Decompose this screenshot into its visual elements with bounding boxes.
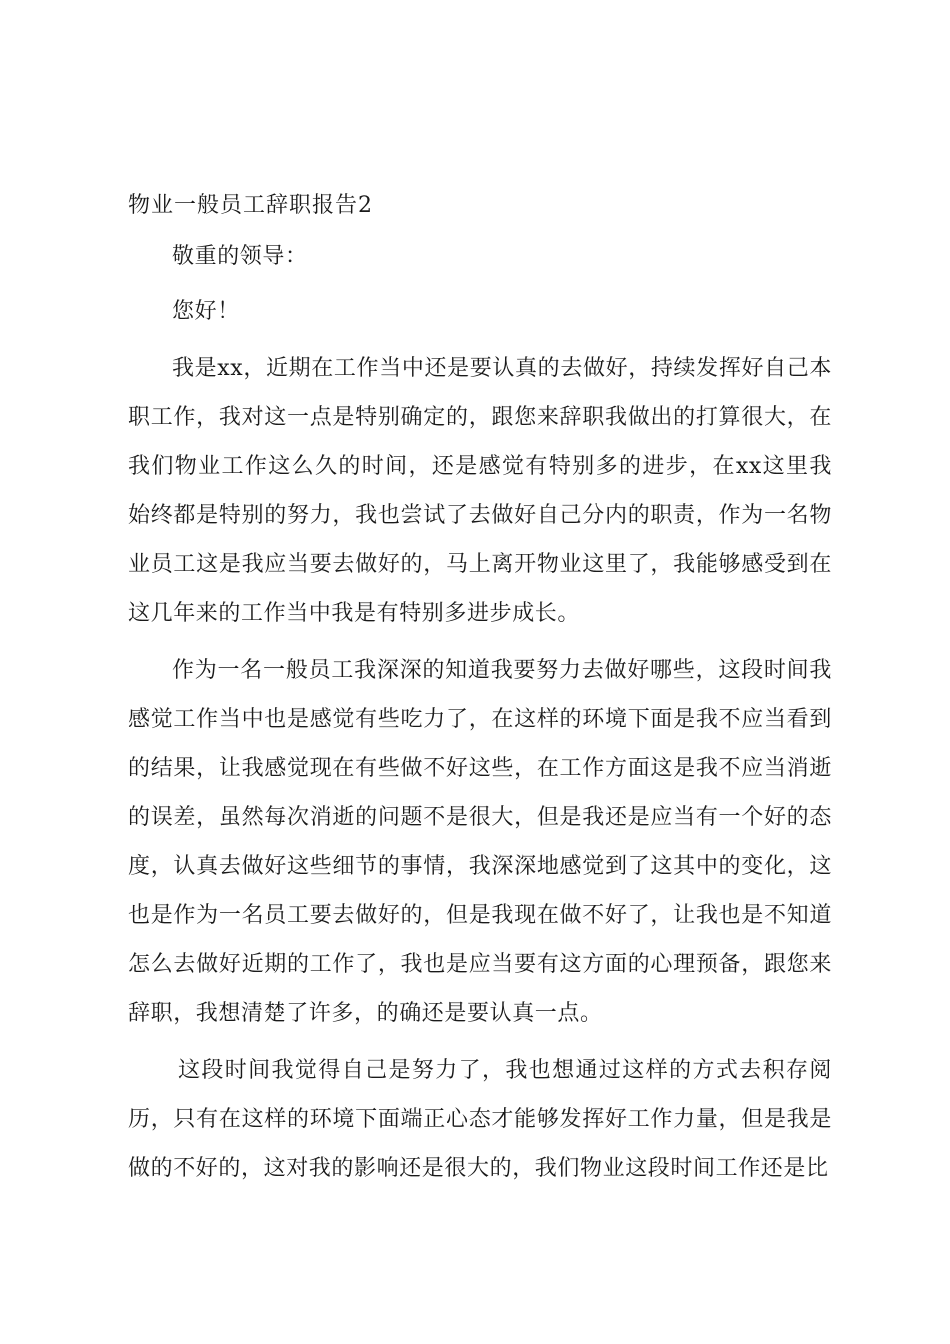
greeting: 您好！ [172, 299, 240, 324]
document-body [128, 186, 832, 1193]
paragraph-3: 这段时间我觉得自己是努力了，我也想通过这样的方式去积存阅历，只有在这样的环境下面端正心态才能够发挥好工作力量，但是我是做的不好的，这对我的影响还是很大的，我们物业这段时间工作还是比 [128, 1058, 832, 1181]
document-title: 物业一般员工辞职报告2 [128, 193, 373, 218]
paragraph-2: 作为一名一般员工我深深的知道我要努力去做好哪些，这段时间我感觉工作当中也是感觉有些吃力了，在这样的环境下面是我不应当看到的结果，让我感觉现在有些做不好这些，在工作方面这是我不应当消逝的误差，虽然每次消逝的问题不是很大，但是我还是应当有一个好的态度，认真去做好这些细节的事情，我深深地感觉到了这其中的变化，这也是作为一名员工要去做好的，但是我现在做不好了，让我也是不知道怎么去做好近期的工作了，我也是应当要有这方面的心理预备，跟您来辞职，我想清楚了许多，的确还是要认真一点。 [128, 658, 832, 1026]
paragraph-1: 我是xx，近期在工作当中还是要认真的去做好，持续发挥好自己本职工作，我对这一点是特别确定的，跟您来辞职我做出的打算很大，在我们物业工作这么久的时间，还是感觉有特别多的进步，在xx这里我始终都是特别的努力，我也尝试了去做好自己分内的职责，作为一名物业员工这是我应当要去做好的，马上离开物业这里了，我能够感受到在这几年来的工作当中我是有特别多进步成长。 [128, 356, 832, 626]
salutation: 敬重的领导： [172, 244, 308, 269]
